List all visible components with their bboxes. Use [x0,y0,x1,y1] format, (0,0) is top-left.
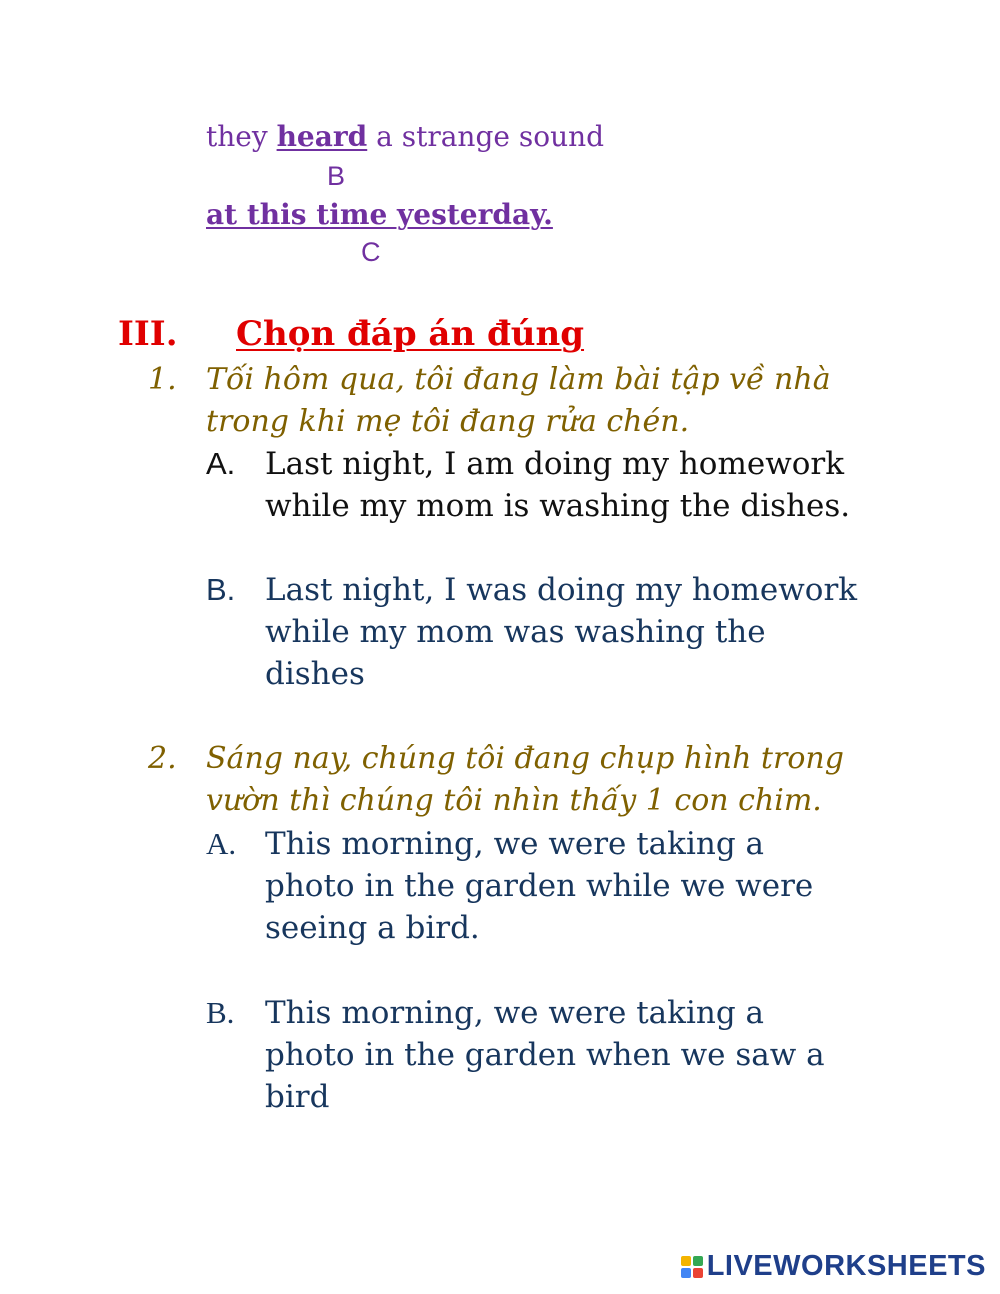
previous-item-line-1 [206,120,604,154]
previous-item-letter-b: B [327,161,346,191]
previous-item-highlight: heard [276,120,368,153]
question-1-option-a-line-1[interactable]: Last night, I am doing my homework [265,446,844,482]
question-2-option-b-letter[interactable]: B. [206,995,235,1030]
previous-item-before: they [206,120,277,153]
question-1-option-b-line-2[interactable]: while my mom was washing the [265,614,766,650]
question-2-prompt-line-2: vườn thì chúng tôi nhìn thấy 1 con chim. [206,783,822,818]
question-1-option-b-line-3[interactable]: dishes [265,656,365,692]
question-2-prompt-line-1: Sáng nay, chúng tôi đang chụp hình trong [206,741,844,776]
question-2-option-a-line-1[interactable]: This morning, we were taking a [265,826,765,862]
question-2-option-b-line-2[interactable]: photo in the garden when we saw a [265,1037,825,1073]
question-2-option-b-line-1[interactable]: This morning, we were taking a [265,995,765,1031]
section-number: III. [118,314,178,354]
liveworksheets-logo-text: LIVEWORKSHEETS [706,1250,986,1282]
question-1-option-b-letter[interactable]: B. [206,572,236,607]
previous-item-line-2: at this time yesterday. [206,198,553,231]
question-1-option-b-line-1[interactable]: Last night, I was doing my homework [265,572,858,608]
question-1-option-a-letter[interactable]: A. [206,446,236,481]
question-1-prompt-line-2: trong khi mẹ tôi đang rửa chén. [206,404,690,439]
section-title: Chọn đáp án đúng [236,314,585,354]
liveworksheets-logo-icon [681,1256,703,1278]
question-1-prompt-line-1: Tối hôm qua, tôi đang làm bài tập về nhà [206,362,831,397]
previous-item-letter-c: C [361,237,381,267]
question-2-option-a-line-2[interactable]: photo in the garden while we were [265,868,814,904]
question-1-option-a-line-2[interactable]: while my mom is washing the dishes. [265,488,851,524]
question-2-option-a-line-3[interactable]: seeing a bird. [265,910,480,946]
question-2-option-b-line-3[interactable]: bird [265,1079,330,1115]
question-2-number: 2. [148,741,177,776]
question-1-number: 1. [148,362,177,397]
question-2-option-a-letter[interactable]: A. [206,826,237,861]
liveworksheets-logo [681,1250,986,1283]
previous-item-after: a strange sound [367,120,605,153]
